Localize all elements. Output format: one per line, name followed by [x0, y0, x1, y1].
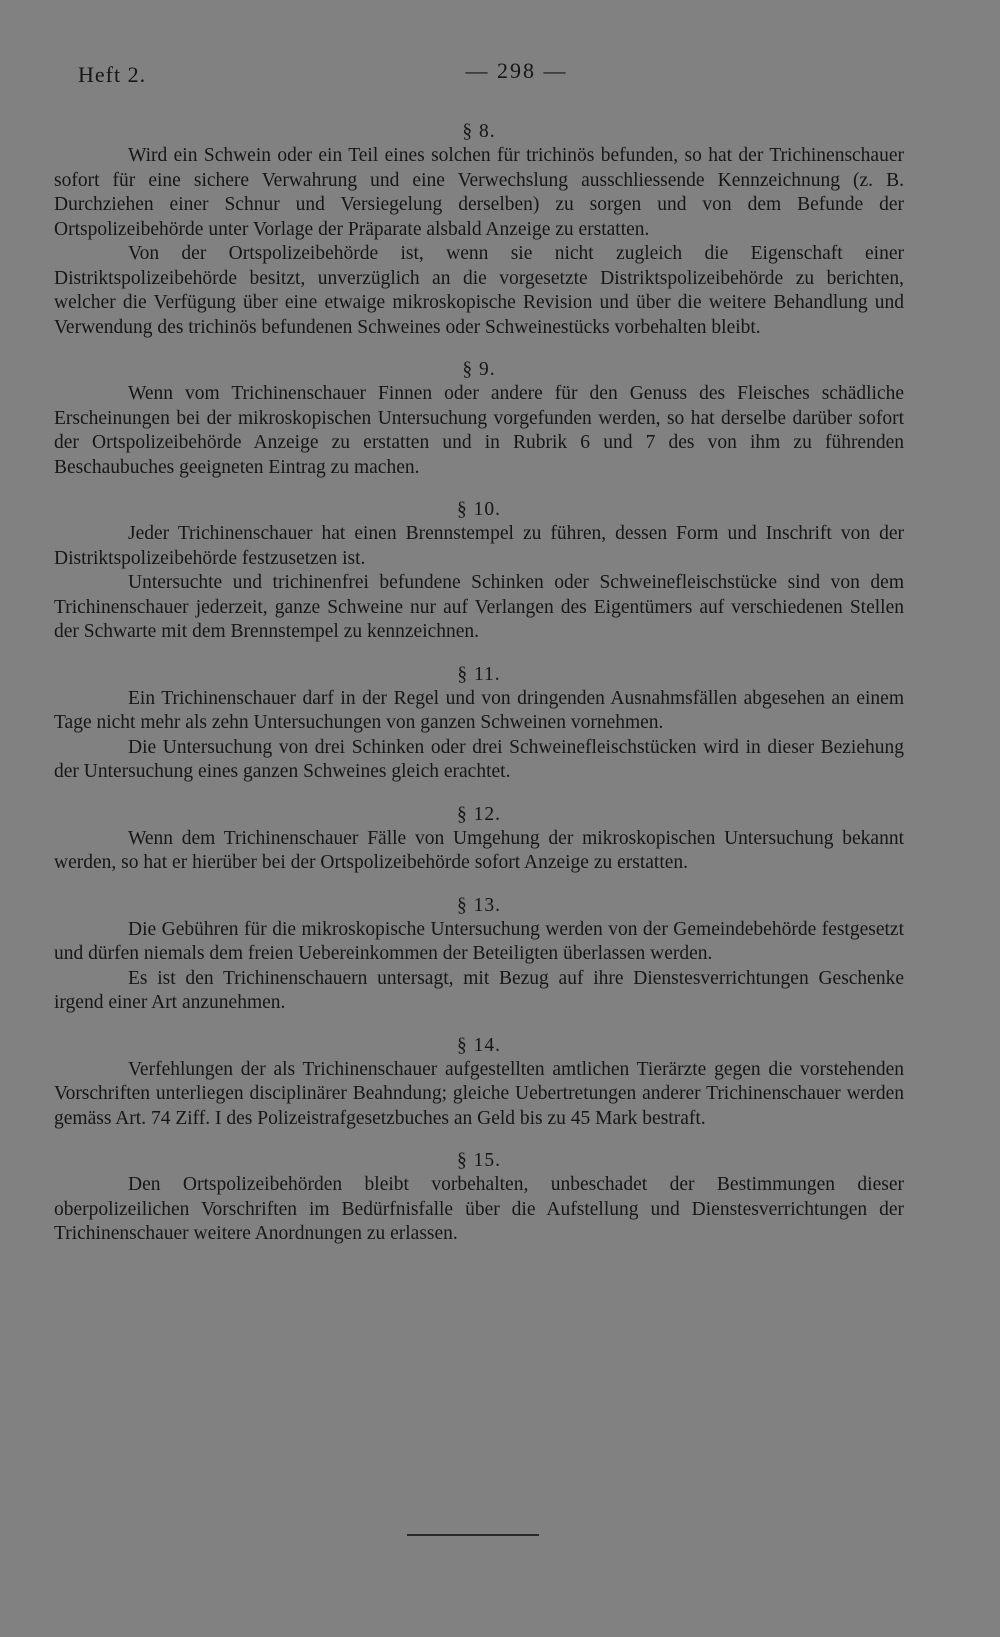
section-title: § 15. [457, 1150, 501, 1171]
section-15 [54, 1149, 904, 1247]
page-number: — 298 — [465, 58, 568, 83]
closing-rule [407, 1534, 539, 1536]
section-11 [54, 663, 904, 785]
section-10 [54, 498, 904, 645]
section-title: § 9. [462, 359, 496, 380]
paragraph: Wenn vom Trichinenschauer Finnen oder andere für den Genuss des Fleisches schädliche Erscheinungen bei der mikroskopischen Untersuchung vorgefunden werden, so hat derselbe darüber sofort der Ortspolizeibehörde Anzeige zu erstatten und in Rubrik 6 und 7 des von ihm zu führenden Beschaubuches geeigneten Eintrag zu machen. [54, 383, 904, 478]
paragraph: Den Ortspolizeibehörden bleibt vorbehalten, unbeschadet der Bestimmungen dieser oberpolizeilichen Vorschriften im Bedürfnisfalle über die Aufstellung und Dienstesverrichtungen der Trichinenschauer weitere Anordnungen zu erlassen. [54, 1174, 904, 1244]
issue-label: Heft 2. [78, 62, 147, 87]
section-title: § 11. [457, 663, 501, 685]
paragraph: Verfehlungen der als Trichinenschauer aufgestellten amtlichen Tierärzte gegen die vorstehenden Vorschriften unterliegen disciplinärer Beahndung; gleiche Uebertretungen anderer Trichinenschauer werden gemäss Art. 74 Ziff. I des Polizeistrafgesetzbuches an Geld bis zu 45 Mark bestraft. [54, 1058, 904, 1129]
section-8 [54, 120, 904, 340]
paragraph: Jeder Trichinenschauer hat einen Brennstempel zu führen, dessen Form und Inschrift von der Distriktspolizeibehörde festzusetzen ist. [54, 523, 904, 569]
section-title: § 8. [462, 121, 496, 142]
section-9 [54, 358, 904, 480]
paragraph: Die Gebühren für die mikroskopische Untersuchung werden von der Gemeindebehörde festgesetzt und dürfen niemals dem freien Uebereinkommen der Beteiligten überlassen werden. [54, 918, 904, 964]
paragraph: Wenn dem Trichinenschauer Fälle von Umgehung der mikroskopischen Untersuchung bekannt werden, so hat er hierüber bei der Ortspolizeibehörde sofort Anzeige zu erstatten. [54, 827, 904, 873]
paragraph: Ein Trichinenschauer darf in der Regel und von dringenden Ausnahmsfällen abgesehen an einem Tage nicht mehr als zehn Untersuchungen von ganzen Schweinen vornehmen. [54, 687, 904, 733]
section-title: § 13. [457, 894, 501, 916]
section-12 [54, 803, 904, 876]
page-header [78, 58, 938, 94]
section-title: § 14. [457, 1034, 501, 1056]
paragraph: Es ist den Trichinenschauern untersagt, mit Bezug auf ihre Dienstesverrichtungen Geschenke irgend einer Art anzunehmen. [54, 967, 904, 1013]
section-14 [54, 1034, 904, 1132]
paragraph: Die Untersuchung von drei Schinken oder drei Schweinefleischstücken wird in dieser Beziehung der Untersuchung eines ganzen Schweines gleich erachtet. [54, 736, 904, 782]
paragraph: Von der Ortspolizeibehörde ist, wenn sie nicht zugleich die Eigenschaft einer Distriktspolizeibehörde besitzt, unverzüglich an die vorgesetzte Distriktspolizeibehörde zu berichten, welcher die Verfügung über eine etwaige mikroskopische Revision und über die weitere Behandlung und Verwendung des trichinös befundenen Schweines oder Schweinestücks vorbehalten bleibt. [54, 243, 904, 338]
paragraph: Wird ein Schwein oder ein Teil eines solchen für trichinös befunden, so hat der Trichinenschauer sofort für eine sichere Verwahrung und eine Verwechslung ausschliessende Kennzeichnung (z. B. Durchziehen einer Schnur und Versiegelung derselben) zu sorgen und von dem Befunde der Ortspolizeibehörde unter Vorlage der Präparate alsbald Anzeige zu erstatten. [54, 145, 904, 240]
document-body [54, 120, 904, 1247]
section-title: § 12. [457, 803, 501, 825]
section-title: § 10. [457, 499, 501, 520]
paragraph: Untersuchte und trichinenfrei befundene Schinken oder Schweinefleischstücke sind von dem Trichinenschauer jederzeit, ganze Schweine nur auf Verlangen des Eigentümers auf verschiedenen Stellen der Schwarte mit dem Brennstempel zu kennzeichnen. [54, 572, 904, 642]
section-13 [54, 894, 904, 1016]
